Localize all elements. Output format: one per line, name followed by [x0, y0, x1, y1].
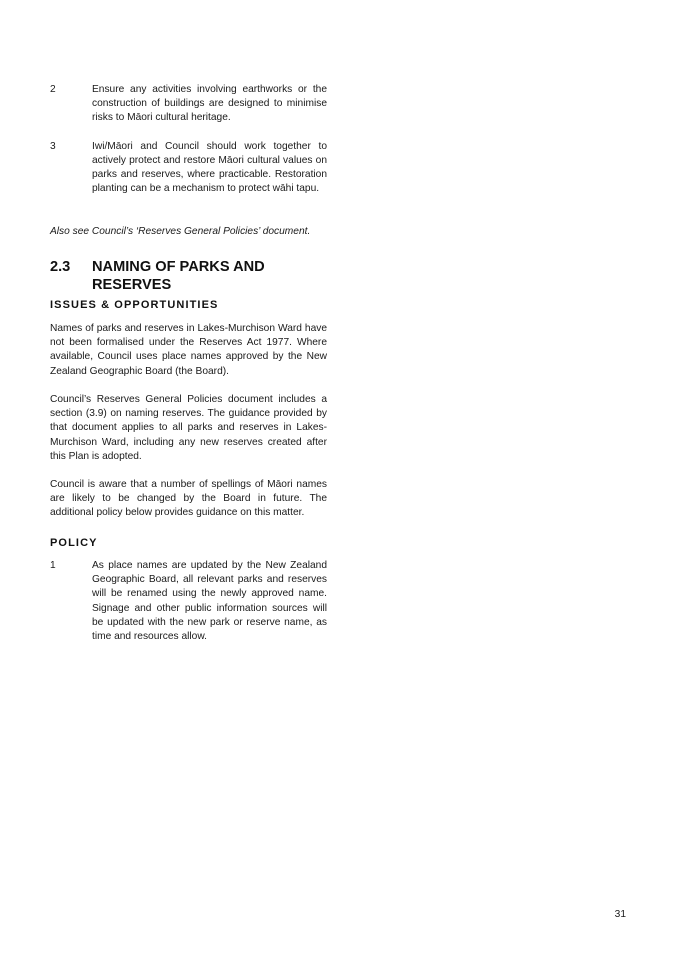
- policy-heading: POLICY: [50, 537, 98, 549]
- policy-number: 2: [50, 84, 56, 95]
- policy-text: As place names are updated by the New Zealand Geographic Board, all relevant parks and reserves will be renamed using the newly approved name. Signage and other public information sources will be updated with the new park or reserve name, as time and resources allow.: [92, 560, 327, 643]
- continued-policy-list: [50, 83, 327, 196]
- paragraph: Council’s Reserves General Policies document includes a section (3.9) on naming reserves. The guidance provided by that document applies to all parks and reserves in Lakes-Murchison Ward, including any new reserves created after this Plan is adopted.: [50, 394, 327, 462]
- section-title: NAMING OF PARKS AND RESERVES: [92, 259, 265, 293]
- section-heading: [50, 258, 327, 294]
- policy-number: 1: [50, 560, 56, 571]
- paragraph: Names of parks and reserves in Lakes-Murchison Ward have not been formalised under the Reserves Act 1977. Where available, Council uses place names approved by the New Zealand Geographic Board (the Board).: [50, 323, 327, 377]
- paragraph: Council is aware that a number of spellings of Māori names are likely to be changed by the Board in future. The additional policy below provides guidance on this matter.: [50, 479, 327, 519]
- policy-item: [50, 140, 327, 197]
- policy-item: [50, 83, 327, 126]
- section-number: 2.3: [50, 259, 71, 275]
- policy-item: [50, 559, 327, 644]
- policy-text: Ensure any activities involving earthworks or the construction of buildings are designed to minimise risks to Māori cultural heritage.: [92, 84, 327, 124]
- see-also-note: Also see Council’s ‘Reserves General Policies’ document.: [50, 226, 311, 237]
- policy-number: 3: [50, 140, 56, 152]
- page-number: 31: [614, 909, 626, 920]
- policy-text: Iwi/Māori and Council should work together to actively protect and restore Māori cultural values on parks and reserves, where practicable. Restoration planting can be a mechanism to protect wāhi tapu.: [92, 140, 327, 195]
- policy-list: [50, 559, 327, 644]
- issues-heading: ISSUES & OPPORTUNITIES: [50, 299, 219, 311]
